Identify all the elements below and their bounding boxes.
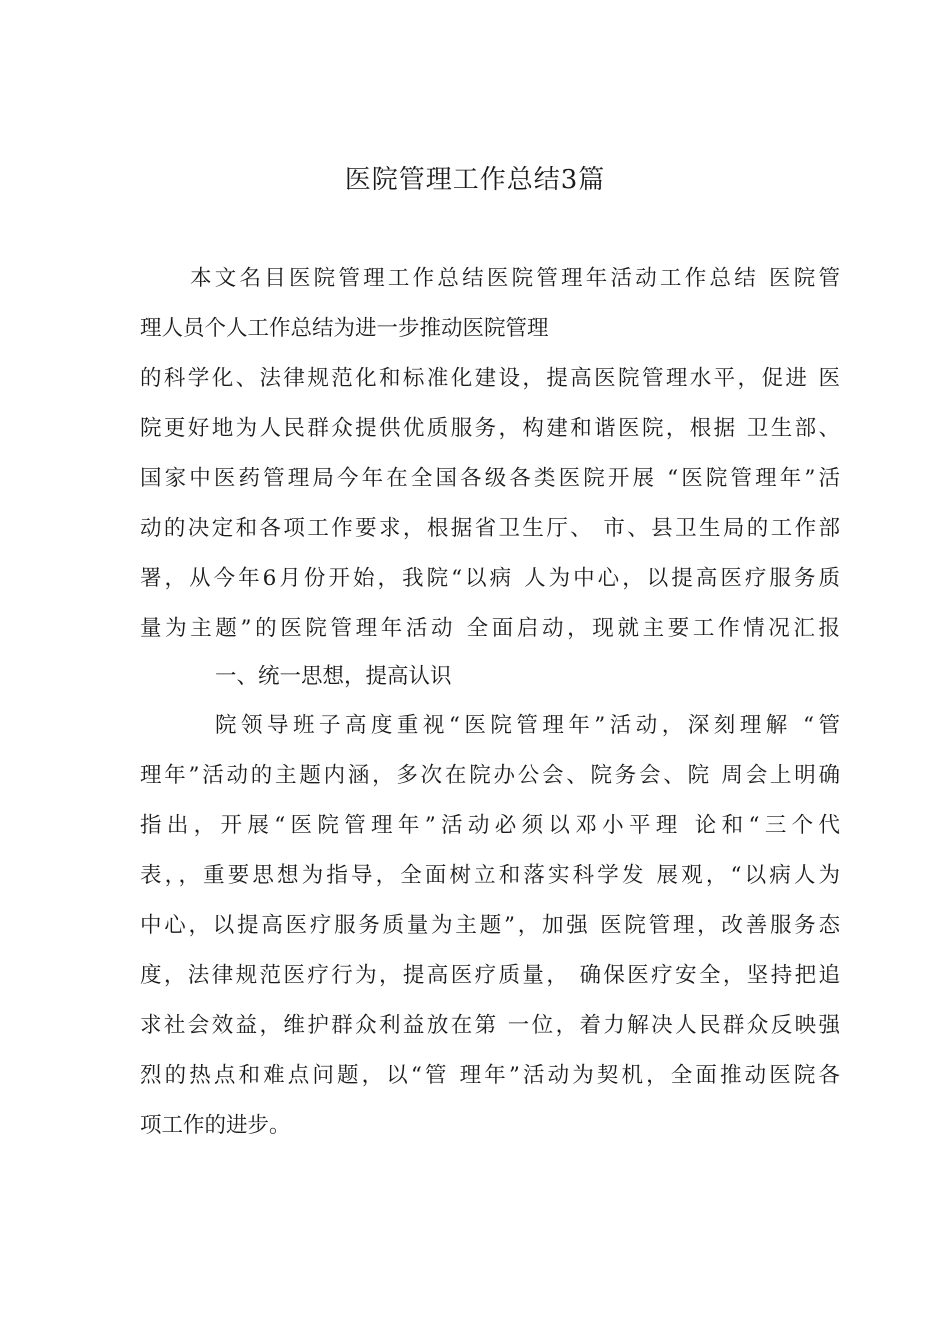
section-body-line: 表，，重要思想为指导，全面树立和落实科学发 展观，“以病人为 xyxy=(140,863,840,888)
section-heading: 一、统一思想，提高认识 xyxy=(215,664,452,689)
intro-line: 院更好地为人民群众提供优质服务，构建和谐医院，根据 卫生部、 xyxy=(140,416,840,441)
section-body-line: 指出，开展“医院管理年”活动必须以邓小平理 论和“三个代 xyxy=(140,813,840,838)
intro-line: 本文名目医院管理工作总结医院管理年活动工作总结 医院管 xyxy=(190,266,840,291)
intro-line: 动的决定和各项工作要求，根据省卫生厅、 市、县卫生局的工作部 xyxy=(140,516,840,541)
section-body-line: 求社会效益，维护群众利益放在第 一位，着力解决人民群众反映强 xyxy=(140,1013,840,1038)
section-body-line: 烈的热点和难点问题，以“管 理年”活动为契机，全面推动医院各 xyxy=(140,1063,840,1088)
section-body-line: 理年”活动的主题内涵，多次在院办公会、院务会、院 周会上明确 xyxy=(140,763,840,788)
intro-line: 的科学化、法律规范化和标准化建设，提高医院管理水平，促进 医 xyxy=(140,366,840,391)
intro-line: 理人员个人工作总结为进一步推动医院管理 xyxy=(140,316,549,341)
section-body-line: 中心，以提高医疗服务质量为主题”，加强 医院管理，改善服务态 xyxy=(140,913,840,938)
page-title: 医院管理工作总结3篇 xyxy=(344,165,606,195)
intro-line: 署，从今年6月份开始，我院“以病 人为中心，以提高医疗服务质 xyxy=(140,566,840,591)
section-body-line: 度，法律规范医疗行为，提高医疗质量， 确保医疗安全，坚持把追 xyxy=(140,963,840,988)
section-body-line: 项工作的进步。 xyxy=(140,1113,291,1138)
intro-line: 国家中医药管理局今年在全国各级各类医院开展 “医院管理年”活 xyxy=(140,466,840,491)
section-body-line: 院领导班子高度重视“医院管理年”活动，深刻理解 “管 xyxy=(215,713,840,738)
intro-line: 量为主题”的医院管理年活动 全面启动，现就主要工作情况汇报 xyxy=(140,616,840,641)
